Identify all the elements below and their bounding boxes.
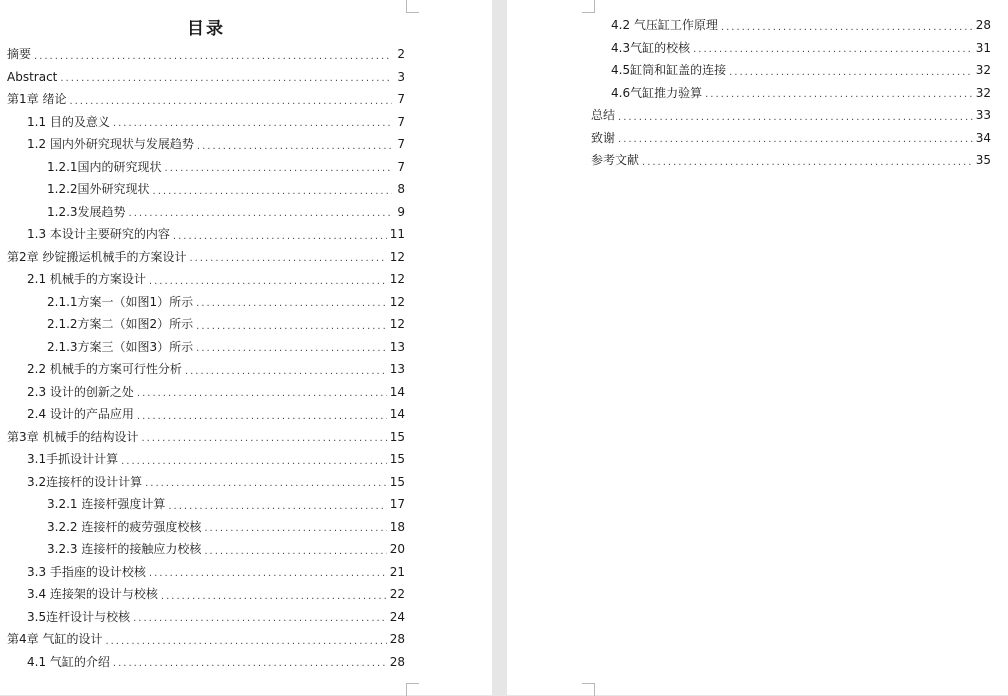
toc-dot-leader [137,408,387,426]
toc-dot-leader [204,520,386,538]
toc-entry-label: 1.1 目的及意义 [27,114,110,129]
toc-entry[interactable] [7,606,405,629]
toc-dot-leader [721,19,973,37]
toc-entry-page-number: 21 [389,564,405,579]
toc-entry-label: 摘要 [7,47,32,61]
toc-list-left [7,43,405,673]
toc-dot-leader [34,48,392,66]
toc-entry-page-number: 12 [389,294,405,309]
toc-entry-page-number: 34 [975,130,991,145]
toc-entry-page-number: 12 [389,317,405,331]
toc-entry-label: 4.3气缸的校核 [611,40,691,55]
toc-entry-label: 3.1手抓设计计算 [27,452,119,466]
toc-dot-leader [153,183,392,201]
toc-entry-label: 总结 [591,108,616,122]
toc-entry[interactable] [7,403,405,426]
toc-entry-page-number: 15 [389,474,405,489]
toc-entry-page-number: 20 [389,542,405,556]
toc-dot-leader [693,41,973,59]
toc-entry[interactable] [591,14,991,37]
toc-entry[interactable] [591,37,991,60]
toc-dot-leader [137,385,387,403]
toc-entry[interactable] [7,178,405,201]
crop-mark-top-left [582,0,595,13]
toc-dot-leader [161,588,387,606]
toc-dot-leader [145,475,387,493]
toc-entry[interactable] [7,291,405,314]
toc-dot-leader [129,205,392,223]
toc-entry-page-number: 9 [397,204,405,219]
toc-entry-label: 4.5缸筒和缸盖的连接 [611,63,727,77]
toc-entry-label: 2.1.1方案一（如图1）所示 [47,294,194,309]
toc-entry[interactable] [7,223,405,246]
toc-entry[interactable] [7,471,405,494]
toc-entry-page-number: 11 [389,227,405,241]
toc-dot-leader [618,109,973,127]
toc-entry[interactable] [7,381,405,404]
toc-entry-label: 第4章 气缸的设计 [7,632,103,646]
toc-entry-label: 3.5连杆设计与校核 [27,609,131,624]
toc-entry-page-number: 13 [389,339,405,354]
toc-entry-label: 3.2.2 连接杆的疲劳强度校核 [47,519,202,534]
toc-entry-label: 2.4 设计的产品应用 [27,407,134,421]
toc-dot-leader [105,633,386,651]
toc-dot-leader [618,131,973,149]
page-gutter [492,0,507,695]
toc-dot-leader [165,160,392,178]
toc-dot-leader [189,250,386,268]
toc-entry-page-number: 13 [389,362,405,376]
toc-entry[interactable] [7,201,405,224]
toc-dot-leader [149,273,387,291]
toc-entry[interactable] [7,516,405,539]
toc-entry-label: 3.3 手指座的设计校核 [27,564,146,579]
toc-dot-leader [121,453,387,471]
toc-entry-page-number: 22 [389,587,405,601]
toc-entry[interactable] [7,336,405,359]
toc-dot-leader [69,93,392,111]
toc-entry-label: 第3章 机械手的结构设计 [7,429,139,444]
toc-entry-label: 4.1 气缸的介绍 [27,654,110,669]
toc-entry-label: 第1章 绪论 [7,92,67,106]
toc-entry[interactable] [7,43,405,66]
toc-entry[interactable] [7,313,405,336]
toc-entry[interactable] [7,133,405,156]
toc-entry[interactable] [7,358,405,381]
toc-entry-label: 1.2.2国外研究现状 [47,182,150,196]
toc-entry-page-number: 7 [397,92,405,106]
toc-dot-leader [149,565,387,583]
toc-entry-page-number: 12 [389,272,405,286]
toc-entry[interactable] [591,59,991,82]
toc-entry-page-number: 7 [397,114,405,129]
toc-entry-page-number: 32 [975,85,991,100]
toc-entry[interactable] [7,246,405,269]
toc-entry-label: 3.2.3 连接杆的接触应力校核 [47,542,202,556]
toc-entry-label: 1.2.3发展趋势 [47,204,126,219]
toc-entry-page-number: 32 [975,63,991,77]
toc-entry[interactable] [7,426,405,449]
toc-dot-leader [141,430,386,448]
toc-dot-leader [173,228,387,246]
toc-entry-label: 3.2连接杆的设计计算 [27,474,143,489]
toc-entry-page-number: 14 [389,407,405,421]
toc-entry-label: 2.1.2方案二（如图2）所示 [47,317,194,331]
toc-dot-leader [113,115,392,133]
toc-entry-page-number: 15 [389,429,405,444]
toc-entry-label: 1.3 本设计主要研究的内容 [27,227,170,241]
toc-entry-label: 第2章 纱锭搬运机械手的方案设计 [7,249,187,264]
toc-entry-label: 1.2.1国内的研究现状 [47,159,162,174]
toc-entry[interactable] [7,66,405,89]
toc-entry-page-number: 7 [397,137,405,151]
toc-dot-leader [113,655,387,673]
toc-entry[interactable] [7,448,405,471]
toc-dot-leader [204,543,386,561]
toc-entry-page-number: 8 [397,182,405,196]
toc-entry-label: 4.2 气压缸工作原理 [611,18,718,32]
toc-entry-page-number: 31 [975,40,991,55]
document-page-left [0,0,492,695]
toc-dot-leader [196,318,387,336]
toc-entry[interactable] [591,127,991,150]
crop-mark-top-right [406,0,419,13]
toc-dot-leader [196,295,387,313]
toc-entry-label: 1.2 国内外研究现状与发展趋势 [27,137,194,151]
toc-entry[interactable] [591,82,991,105]
toc-entry[interactable] [7,493,405,516]
toc-entry[interactable] [7,538,405,561]
toc-entry-page-number: 3 [397,69,405,84]
toc-entry-label: 致谢 [591,130,616,145]
toc-entry-page-number: 33 [975,108,991,122]
toc-entry-page-number: 14 [389,384,405,399]
toc-entry-label: 4.6气缸推力验算 [611,85,703,100]
toc-entry[interactable] [7,628,405,651]
toc-entry-label: 2.3 设计的创新之处 [27,384,134,399]
toc-entry-page-number: 18 [389,519,405,534]
toc-dot-leader [168,498,386,516]
toc-list-right [591,14,991,172]
toc-entry-page-number: 35 [975,153,991,167]
crop-mark-bottom-right [406,683,419,696]
toc-entry[interactable] [7,651,405,674]
toc-entry-label: Abstract [7,69,58,84]
toc-entry-label: 2.1.3方案三（如图3）所示 [47,339,194,354]
toc-entry-page-number: 7 [397,159,405,174]
toc-entry-page-number: 2 [397,47,405,61]
toc-dot-leader [642,154,973,172]
toc-dot-leader [185,363,387,381]
toc-dot-leader [705,86,973,104]
toc-entry-label: 参考文献 [591,153,640,167]
toc-entry-page-number: 28 [975,18,991,32]
toc-dot-leader [60,70,392,88]
toc-entry-label: 2.2 机械手的方案可行性分析 [27,362,182,376]
toc-entry-label: 2.1 机械手的方案设计 [27,272,146,286]
toc-entry-page-number: 24 [389,609,405,624]
toc-dot-leader [729,64,973,82]
crop-mark-bottom-left [582,683,595,696]
toc-entry[interactable] [7,268,405,291]
toc-dot-leader [196,340,387,358]
toc-entry[interactable] [7,111,405,134]
toc-entry-page-number: 15 [389,452,405,466]
toc-entry[interactable] [7,88,405,111]
toc-entry-label: 3.4 连接架的设计与校核 [27,587,158,601]
toc-entry-page-number: 28 [389,632,405,646]
toc-entry-label: 3.2.1 连接杆强度计算 [47,497,166,511]
toc-entry[interactable] [591,104,991,127]
toc-title: 目录 [187,19,225,39]
toc-entry[interactable] [7,561,405,584]
toc-dot-leader [197,138,392,156]
toc-entry-page-number: 17 [389,497,405,511]
toc-entry-page-number: 12 [389,249,405,264]
toc-entry[interactable] [7,583,405,606]
toc-entry[interactable] [7,156,405,179]
toc-dot-leader [133,610,387,628]
toc-entry-page-number: 28 [389,654,405,669]
toc-entry[interactable] [591,149,991,172]
